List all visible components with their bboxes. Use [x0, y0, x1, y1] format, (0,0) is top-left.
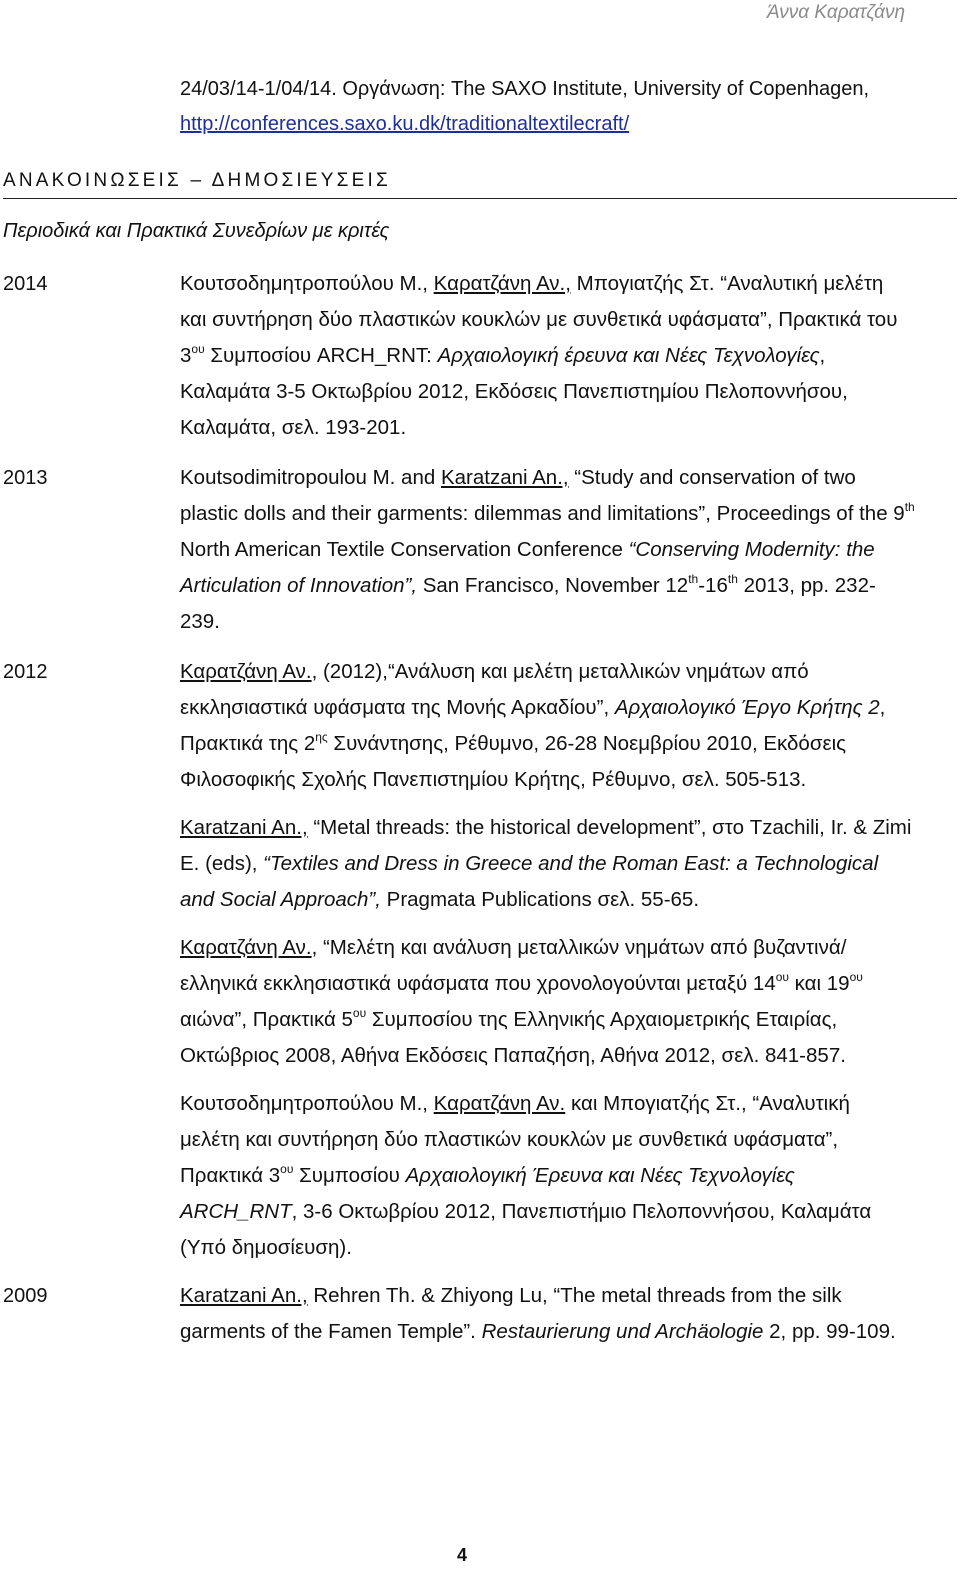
entry-text: Κουτσοδημητροπούλου Μ., Καρατζάνη Αν., Μπογιατζής Στ. “Αναλυτική μελέτη και συντήρηση δύο πλαστικών κουκλών με συνθετικά υφάσματα”, Πρακτικά του $3^{o\upsilon}$ Συμποσίου ARCH_RNT: Αρχαιολογική έρευνα και Νέες Τεχνολογίες, Καλαμάτα 3-5 Οκτωβρίου 2012, Εκδόσεις Πανεπιστημίου Πελοποννήσου, Καλαμάτα, σελ. 193-201. — [180, 272, 898, 439]
publication-entry — [0, 1086, 960, 1266]
entry-year: 2013 — [3, 467, 48, 489]
entry-text: Καρατζάνη Αν., “Μελέτη και ανάλυση μεταλλικών νημάτων από βυζαντινά/ ελληνικά εκκλησιαστικά υφάσματα που χρονολογούνται μεταξύ $14^{o\upsilon}$ και $19^{o\upsilon}$ αιώνα”, Πρακτικά $5^{o\upsilon}$ Συμποσίου της Ελληνικής Αρχαιομετρικής Εταιρίας, Οκτώβριος 2008, Αθήνα Εκδόσεις Παπαζήση, Αθήνα 2012, σελ. 841-857. — [180, 936, 863, 1067]
author-highlight: Καρατζάνη Αν. — [180, 660, 312, 683]
publication-entry — [0, 654, 960, 798]
publication-entry — [0, 1278, 960, 1350]
subsection-heading: Περιοδικά και Πρακτικά Συνεδρίων με κριτές — [3, 220, 390, 242]
publication-entry — [0, 266, 960, 446]
entry-year: 2014 — [3, 273, 48, 295]
conference-continuation — [180, 72, 920, 142]
author-highlight: Karatzani An., — [180, 1284, 308, 1307]
author-highlight: Karatzani An., — [180, 816, 308, 839]
publication-entry — [0, 460, 960, 640]
author-highlight: Καρατζάνη Αν. — [433, 1092, 566, 1115]
author-highlight: Καρατζάνη Αν. — [180, 936, 312, 959]
section-heading: ΑΝΑΚΟΙΝΩΣΕΙΣ – ΔΗΜΟΣΙΕΥΣΕΙΣ — [3, 170, 957, 199]
conference-link[interactable]: http://conferences.saxo.ku.dk/traditionaltextilecraft/ — [180, 113, 630, 135]
page-number: 4 — [456, 1545, 467, 1565]
publication-entry — [0, 810, 960, 918]
author-highlight: Karatzani An., — [440, 466, 569, 489]
entry-text: Karatzani An., “Metal threads: the historical development”, στο Tzachili, Ir. & Zimi E. (eds), “Textiles and Dress in Greece and the Roman East: a Technological and Social Approach”, Pragmata Publications σελ. 55-65. — [180, 816, 912, 911]
entry-text: Κουτσοδημητροπούλου Μ., Καρατζάνη Αν. και Μπογιατζής Στ., “Αναλυτική μελέτη και συντήρηση δύο πλαστικών κουκλών με συνθετικά υφάσματα”, Πρακτικά $3^{o\upsilon}$ Συμποσίου Αρχαιολογική Έρευνα και Νέες Τεχνολογίες ARCH_RNT, 3-6 Οκτωβρίου 2012, Πανεπιστήμιο Πελοποννήσου, Καλαμάτα (Υπό δημοσίευση). — [180, 1092, 872, 1259]
conference-text: 24/03/14-1/04/14. Οργάνωση: The SAXO Institute, University of Copenhagen, — [180, 78, 870, 100]
entry-text: Karatzani An., Rehren Th. & Zhiyong Lu, “The metal threads from the silk garments of the Famen Temple”. Restaurierung und Archäologie 2, pp. 99-109. — [180, 1284, 896, 1343]
author-highlight: Καρατζάνη Αν., — [433, 272, 571, 295]
header-author-name: Άννα Καρατζάνη — [766, 2, 905, 23]
entry-year: 2012 — [3, 661, 48, 683]
entry-text: Καρατζάνη Αν., (2012),“Ανάλυση και μελέτη μεταλλικών νημάτων από εκκλησιαστικά υφάσματα της Μονής Αρκαδίου”, Αρχαιολογικό Έργο Κρήτης 2, Πρακτικά της $2^{\eta\varsigma}$ Συνάντησης, Ρέθυμνο, 26-28 Νοεμβρίου 2010, Εκδόσεις Φιλοσοφικής Σχολής Πανεπιστημίου Κρήτης, Ρέθυμνο, σελ. 505-513. — [180, 660, 886, 791]
entry-year: 2009 — [3, 1285, 48, 1307]
entry-text: Koutsodimitropoulou M. and Karatzani An., “Study and conservation of two plastic dolls and their garments: dilemmas and limitations”, Proceedings of the 9th North American Textile Conservation Conference “Conserving Modernity: the Articulation of Innovation”, San Francisco, November 12th-16th 2013, pp. 232-239. — [180, 466, 915, 633]
publication-list — [0, 266, 960, 1350]
publication-entry — [0, 930, 960, 1074]
